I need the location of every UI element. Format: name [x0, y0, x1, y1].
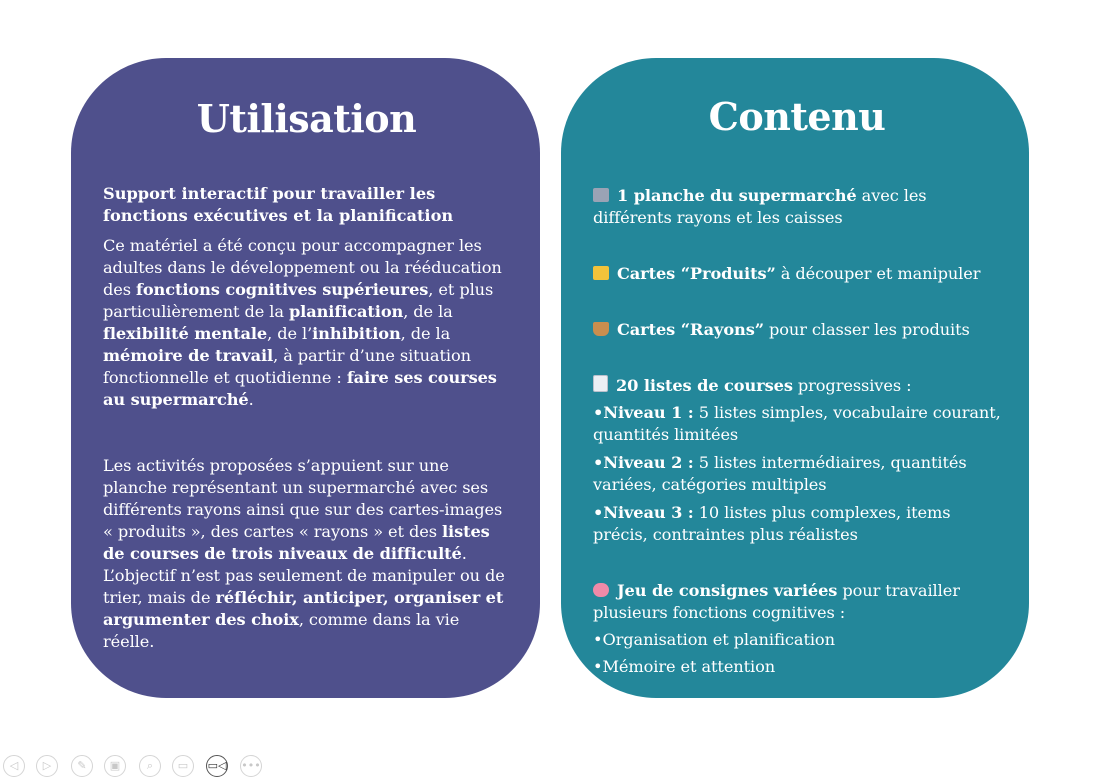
utilisation-paragraph-2: Les activités proposées s’appuient sur une planche représentant un supermarché avec ses différents rayons ainsi que sur des cartes-images « produits », des cartes « rayons » et des listes de courses de trois niveaux de difficulté. L’objectif n’est pas seulement de manipuler ou de trier, mais de réfléchir, anticiper, organiser et argumenter des choix, comme dans la vie réelle. [103, 456, 505, 651]
contenu-item-planche: 1 planche du supermarché avec les différents rayons et les caisses [593, 186, 927, 227]
contenu-title: Contenu [708, 94, 886, 139]
level-1-item: •Niveau 1 : 5 listes simples, vocabulaire courant, quantités limitées [593, 403, 1001, 444]
contenu-item-consignes: Jeu de consignes variées pour travailler plusieurs fonctions cognitives : [593, 581, 960, 622]
more-button[interactable]: ••• [240, 755, 262, 777]
pen-button[interactable]: ✎ [71, 755, 93, 777]
level-2-item: •Niveau 2 : 5 listes intermédiaires, quantités variées, catégories multiples [593, 453, 967, 494]
previous-button[interactable]: ◁ [3, 755, 25, 777]
contenu-card [561, 58, 1029, 698]
utilisation-title: Utilisation [196, 96, 417, 141]
next-button[interactable]: ▷ [36, 755, 58, 777]
document-icon [593, 375, 608, 392]
level-3-item: •Niveau 3 : 10 listes plus complexes, items précis, contraintes plus réalistes [593, 503, 951, 544]
contenu-item-cartes-rayons: Cartes “Rayons” pour classer les produits [593, 319, 1001, 341]
basket-icon [593, 322, 609, 336]
utilisation-subtitle: Support interactif pour travailler les fonctions exécutives et la planification [103, 184, 454, 225]
newspaper-icon [593, 188, 609, 202]
contenu-item-listes: 20 listes de courses progressives : [593, 375, 1001, 397]
folder-icon [593, 266, 609, 280]
contenu-item-cartes-produits: Cartes “Produits” à découper et manipuler [593, 263, 1001, 285]
slides-button[interactable]: ▣ [104, 755, 126, 777]
sub-item-memoire: •Mémoire et attention [593, 657, 776, 676]
utilisation-paragraph-1: Ce matériel a été conçu pour accompagner les adultes dans le développement ou la rééducation des fonctions cognitives supérieures, et plus particulièrement de la planification, de la flexibilité mentale, de l’inhibition, de la mémoire de travail, à partir d’une situation fonctionnelle et quotidienne : faire ses courses au supermarché. [103, 236, 502, 409]
subtitles-button[interactable]: ▭ [172, 755, 194, 777]
sub-item-organisation: •Organisation et planification [593, 630, 835, 649]
brain-icon [593, 583, 609, 597]
zoom-button[interactable]: ⌕ [139, 755, 161, 777]
camera-button[interactable]: ▭◁ [206, 755, 228, 777]
utilisation-card [71, 58, 540, 698]
slideshow-toolbar [0, 750, 300, 782]
